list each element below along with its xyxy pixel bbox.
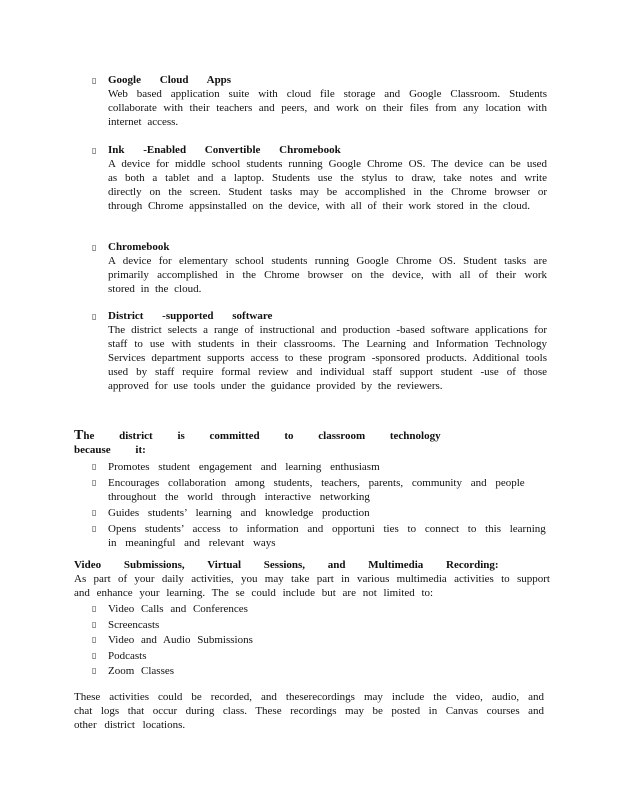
section-heading: Video Submissions, Virtual Sessions, and Multimedia Recording: xyxy=(74,559,499,571)
list-item xyxy=(92,602,550,618)
video-section xyxy=(74,558,550,680)
tool-item-google-cloud-apps xyxy=(92,74,547,129)
bullet-icon: ▯ xyxy=(92,462,97,471)
multimedia-item-text: Podcasts xyxy=(108,649,147,662)
bullet-icon: ▯ xyxy=(92,619,97,629)
benefits-list xyxy=(92,460,550,552)
tool-description: The district selects a range of instructional and production -based software applications for staff to use with students in their classrooms. The Learning and Information Technology Services department supports access to these program -sponsored products. Additional tools used by staff require formal review and individual staff support student -use of those approved for use tools under the guidance provided by the reviewers. xyxy=(108,324,547,392)
bullet-icon: ▯ xyxy=(92,146,97,155)
bullet-icon: ▯ xyxy=(92,666,97,675)
list-item xyxy=(92,522,550,550)
dropcap-letter: T xyxy=(74,428,84,443)
tool-row xyxy=(92,241,547,296)
tool-item-convertible-chromebook xyxy=(92,144,547,213)
tool-item-chromebook xyxy=(92,241,547,296)
multimedia-item-text: Screencasts xyxy=(108,618,160,631)
committed-heading-text: he district is committed to classroom technology because it: xyxy=(74,430,441,456)
tool-row xyxy=(92,74,547,129)
tool-title: Ink -Enabled Convertible Chromebook xyxy=(108,144,341,156)
bullet-icon: ▯ xyxy=(92,604,97,613)
tool-title: Chromebook xyxy=(108,241,170,253)
tool-description: Web based application suite with cloud file storage and Google Classroom. Students collaborate with their teachers and peers, and work on their files from any location with internet access. xyxy=(108,88,547,128)
list-item xyxy=(92,460,550,474)
list-item xyxy=(92,649,550,665)
bullet-icon: ▯ xyxy=(92,635,97,644)
bullet-icon: ▯ xyxy=(92,478,97,487)
multimedia-list xyxy=(92,602,550,680)
tool-description: A device for elementary school students running Google Chrome OS. Student tasks are primarily accomplished in the Chrome browser on the device, with all of their work stored in the cloud. xyxy=(108,255,547,295)
committed-heading xyxy=(74,428,474,456)
multimedia-item-text: Video Calls and Conferences xyxy=(108,603,248,615)
closing-paragraph: These activities could be recorded, and theserecordings may include the video, audio, and chat logs that occur during class. These recordings may be posted in Canvas courses and other district locations. xyxy=(74,691,544,731)
benefit-text: Opens students’ access to information and opportuni ties to connect to this learning in meaningful and relevant ways xyxy=(108,523,546,549)
bullet-icon: ▯ xyxy=(92,524,97,533)
list-item xyxy=(92,618,550,634)
tool-item-district-software xyxy=(92,310,547,393)
tool-title: Google Cloud Apps xyxy=(108,74,232,86)
bullet-icon: ▯ xyxy=(92,508,97,517)
tool-title: District -supported software xyxy=(108,310,273,322)
multimedia-item-text: Zoom Classes xyxy=(108,665,175,677)
bullet-icon: ▯ xyxy=(92,312,97,321)
benefit-text: Encourages collaboration among students, teachers, parents, community and people throughout the world through interactive networking xyxy=(108,477,525,503)
bullet-icon: ▯ xyxy=(92,76,97,85)
tool-row xyxy=(92,144,547,213)
list-item xyxy=(92,664,550,680)
tool-row xyxy=(92,310,547,393)
list-item xyxy=(92,633,550,649)
multimedia-item-text: Video and Audio Submissions xyxy=(108,634,253,646)
section-intro: As part of your daily activities, you may take part in various multimedia activities to support and enhance your learning. The se could include but are not limited to: xyxy=(74,573,550,599)
tool-description: A device for middle school students running Google Chrome OS. The device can be used as both a tablet and a laptop. Students use the stylus to draw, take notes and write directly on the screen. Student tasks may be accomplished in the Chrome browser or through Chrome appsinstalled on the device, with all of their work stored in the cloud. xyxy=(108,158,547,212)
bullet-icon: ▯ xyxy=(92,243,97,252)
bullet-icon: ▯ xyxy=(92,650,97,660)
benefit-text: Promotes student engagement and learning enthusiasm xyxy=(108,461,380,473)
list-item xyxy=(92,476,550,504)
benefit-text: Guides students’ learning and knowledge production xyxy=(108,507,370,519)
list-item xyxy=(92,506,550,520)
